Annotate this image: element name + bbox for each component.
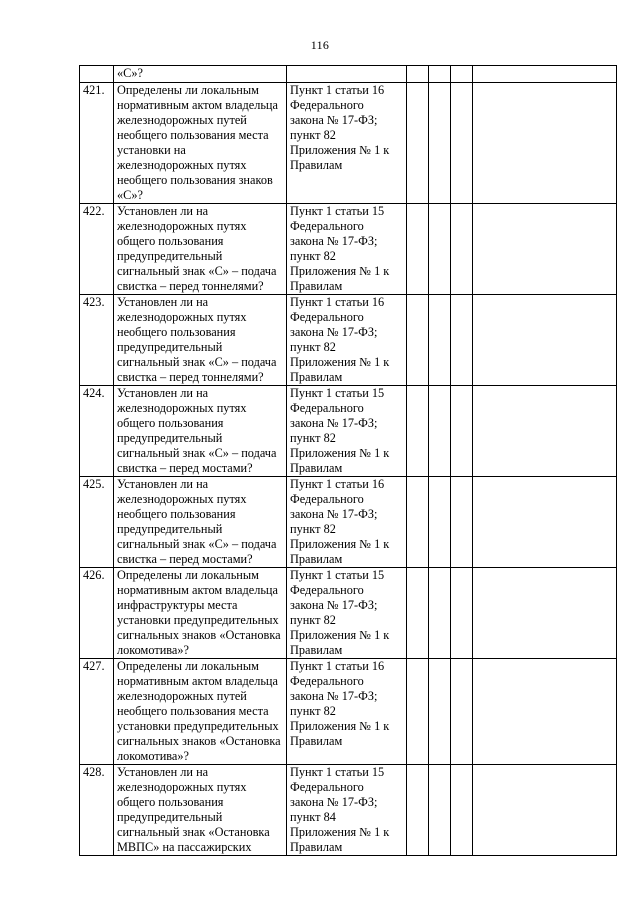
table-row [80, 765, 617, 856]
yes-cell [407, 295, 429, 386]
notes-cell [473, 568, 617, 659]
num-cell [80, 66, 114, 83]
reference-cell: Пункт 1 статьи 15 Федерального закона № 17-ФЗ; пункт 84 Приложения № 1 к Правилам [287, 765, 407, 856]
num-cell: 428. [80, 765, 114, 856]
reference-cell: Пункт 1 статьи 16 Федерального закона № 17-ФЗ; пункт 82 Приложения № 1 к Правилам [287, 477, 407, 568]
no-cell [429, 765, 451, 856]
num-cell: 421. [80, 83, 114, 204]
question-cell: Установлен ли на железнодорожных путях общего пользования предупредительный сигнальный знак «Остановка МВПС» на пассажирских [114, 765, 287, 856]
no-cell [429, 66, 451, 83]
notes-cell [473, 66, 617, 83]
question-cell: «С»? [114, 66, 287, 83]
notes-cell [473, 204, 617, 295]
na-cell [451, 659, 473, 765]
num-cell: 426. [80, 568, 114, 659]
reference-cell: Пункт 1 статьи 16 Федерального закона № 17-ФЗ; пункт 82 Приложения № 1 к Правилам [287, 83, 407, 204]
reference-cell: Пункт 1 статьи 15 Федерального закона № 17-ФЗ; пункт 82 Приложения № 1 к Правилам [287, 568, 407, 659]
question-cell: Определены ли локальным нормативным актом владельца железнодорожных путей необщего пользования места установки предупредительных сигнальных знаков «Остановка локомотива»? [114, 659, 287, 765]
reference-cell: Пункт 1 статьи 15 Федерального закона № 17-ФЗ; пункт 82 Приложения № 1 к Правилам [287, 204, 407, 295]
no-cell [429, 295, 451, 386]
num-cell: 422. [80, 204, 114, 295]
requirements-table [79, 65, 617, 856]
question-cell: Установлен ли на железнодорожных путях необщего пользования предупредительный сигнальный знак «С» – подача свистка – перед мостами? [114, 477, 287, 568]
notes-cell [473, 295, 617, 386]
na-cell [451, 295, 473, 386]
num-cell: 427. [80, 659, 114, 765]
reference-cell: Пункт 1 статьи 16 Федерального закона № 17-ФЗ; пункт 82 Приложения № 1 к Правилам [287, 659, 407, 765]
num-cell: 424. [80, 386, 114, 477]
na-cell [451, 204, 473, 295]
notes-cell [473, 765, 617, 856]
table-row [80, 386, 617, 477]
no-cell [429, 568, 451, 659]
question-cell: Установлен ли на железнодорожных путях общего пользования предупредительный сигнальный знак «С» – подача свистка – перед тоннелями? [114, 204, 287, 295]
page-number: 116 [310, 38, 330, 52]
table-row [80, 568, 617, 659]
table-row [80, 477, 617, 568]
no-cell [429, 83, 451, 204]
yes-cell [407, 204, 429, 295]
yes-cell [407, 765, 429, 856]
na-cell [451, 83, 473, 204]
reference-cell: Пункт 1 статьи 15 Федерального закона № 17-ФЗ; пункт 82 Приложения № 1 к Правилам [287, 386, 407, 477]
no-cell [429, 204, 451, 295]
yes-cell [407, 477, 429, 568]
question-cell: Определены ли локальным нормативным актом владельца инфраструктуры места установки предупредительных сигнальных знаков «Остановка локомотива»? [114, 568, 287, 659]
notes-cell [473, 659, 617, 765]
yes-cell [407, 66, 429, 83]
notes-cell [473, 83, 617, 204]
table-row [80, 204, 617, 295]
table-row [80, 83, 617, 204]
reference-cell: Пункт 1 статьи 16 Федерального закона № 17-ФЗ; пункт 82 Приложения № 1 к Правилам [287, 295, 407, 386]
na-cell [451, 477, 473, 568]
notes-cell [473, 386, 617, 477]
num-cell: 423. [80, 295, 114, 386]
table-row [80, 659, 617, 765]
num-cell: 425. [80, 477, 114, 568]
na-cell [451, 66, 473, 83]
yes-cell [407, 386, 429, 477]
reference-cell [287, 66, 407, 83]
continuation-row [80, 66, 617, 83]
no-cell [429, 477, 451, 568]
na-cell [451, 568, 473, 659]
no-cell [429, 659, 451, 765]
yes-cell [407, 659, 429, 765]
no-cell [429, 386, 451, 477]
yes-cell [407, 83, 429, 204]
na-cell [451, 765, 473, 856]
question-cell: Установлен ли на железнодорожных путях общего пользования предупредительный сигнальный знак «С» – подача свистка – перед мостами? [114, 386, 287, 477]
notes-cell [473, 477, 617, 568]
question-cell: Установлен ли на железнодорожных путях необщего пользования предупредительный сигнальный знак «С» – подача свистка – перед тоннелями? [114, 295, 287, 386]
table-row [80, 295, 617, 386]
question-cell: Определены ли локальным нормативным актом владельца железнодорожных путей необщего пользования места установки на железнодорожных путях необщего пользования знаков «С»? [114, 83, 287, 204]
yes-cell [407, 568, 429, 659]
na-cell [451, 386, 473, 477]
